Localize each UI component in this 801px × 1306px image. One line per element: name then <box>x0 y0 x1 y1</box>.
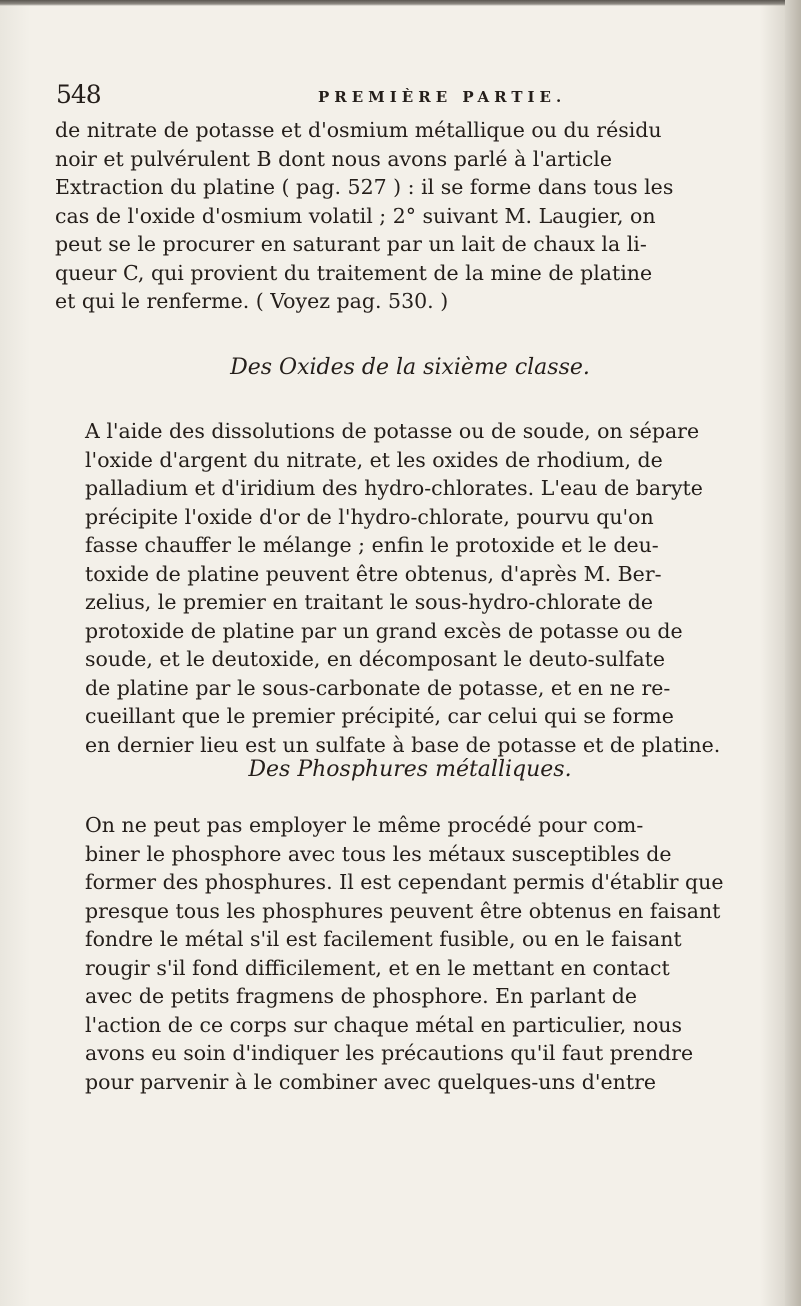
text-line: palladium et d'iridium des hydro-chlorates. L'eau de baryte <box>85 476 703 500</box>
text-line: protoxide de platine par un grand excès de potasse ou de <box>85 618 683 643</box>
text-line: noir et pulvérulent B dont nous avons parlé à l'article <box>55 146 612 171</box>
text-line: fasse chauffer le mélange ; enfin le protoxide et le deu- <box>85 533 659 557</box>
text-line: avec de petits fragmens de phosphore. En parlant de <box>85 984 637 1008</box>
text-line: Extraction du platine ( pag. 527 ) : il se forme dans tous les <box>55 175 674 199</box>
text-line: l'action de ce corps sur chaque métal en particulier, nous <box>85 1012 683 1037</box>
text-line: pour parvenir à le combiner avec quelques-uns d'entre <box>85 1069 657 1094</box>
text-line: l'oxide d'argent du nitrate, et les oxides de rhodium, de <box>85 447 663 472</box>
text-line: biner le phosphore avec tous les métaux susceptibles de <box>85 841 672 866</box>
paragraph-1 <box>55 116 765 316</box>
text-line: cas de l'oxide d'osmium volatil ; 2° suivant M. Laugier, on <box>55 203 656 228</box>
text-line: fondre le métal s'il est facilement fusible, ou en le faisant <box>85 927 682 951</box>
paragraph-3 <box>55 811 765 1096</box>
text-line: en dernier lieu est un sulfate à base de potasse et de platine. <box>85 732 721 757</box>
page-number: 548 <box>56 80 101 109</box>
top-edge-shadow <box>0 0 801 6</box>
text-line: précipite l'oxide d'or de l'hydro-chlorate, pourvu qu'on <box>85 504 654 529</box>
text-line: On ne peut pas employer le même procédé pour com- <box>85 813 644 837</box>
paragraph-2 <box>55 417 765 759</box>
text-line: toxide de platine peuvent être obtenus, d'après M. Ber- <box>85 561 662 586</box>
running-head: PREMIÈRE PARTIE. <box>318 88 567 106</box>
text-line: former des phosphures. Il est cependant permis d'établir que <box>85 870 724 894</box>
text-line: rougir s'il fond difficilement, et en le mettant en contact <box>85 955 670 980</box>
text-line: soude, et le deutoxide, en décomposant le deuto-sulfate <box>85 647 666 671</box>
section-heading-oxides: Des Oxides de la sixième classe. <box>230 355 590 380</box>
text-line: zelius, le premier en traitant le sous-hydro-chlorate de <box>85 590 654 614</box>
text-line: avons eu soin d'indiquer les précautions qu'il faut prendre <box>85 1041 694 1065</box>
section-heading-phosphures: Des Phosphures métalliques. <box>248 757 572 782</box>
text-line: de nitrate de potasse et d'osmium métallique ou du résidu <box>55 118 662 142</box>
text-line: et qui le renferme. ( Voyez pag. 530. ) <box>55 289 449 313</box>
text-line: presque tous les phosphures peuvent être obtenus en faisant <box>85 898 721 923</box>
text-line: queur C, qui provient du traitement de la mine de platine <box>55 260 653 285</box>
text-line: A l'aide des dissolutions de potasse ou de soude, on sépare <box>85 419 700 443</box>
text-line: peut se le procurer en saturant par un lait de chaux la li- <box>55 232 647 256</box>
text-line: cueillant que le premier précipité, car celui qui se forme <box>85 704 674 728</box>
page-edge-shadow <box>785 0 801 1306</box>
page-header <box>56 80 766 116</box>
text-line: de platine par le sous-carbonate de potasse, et en ne re- <box>85 675 671 700</box>
